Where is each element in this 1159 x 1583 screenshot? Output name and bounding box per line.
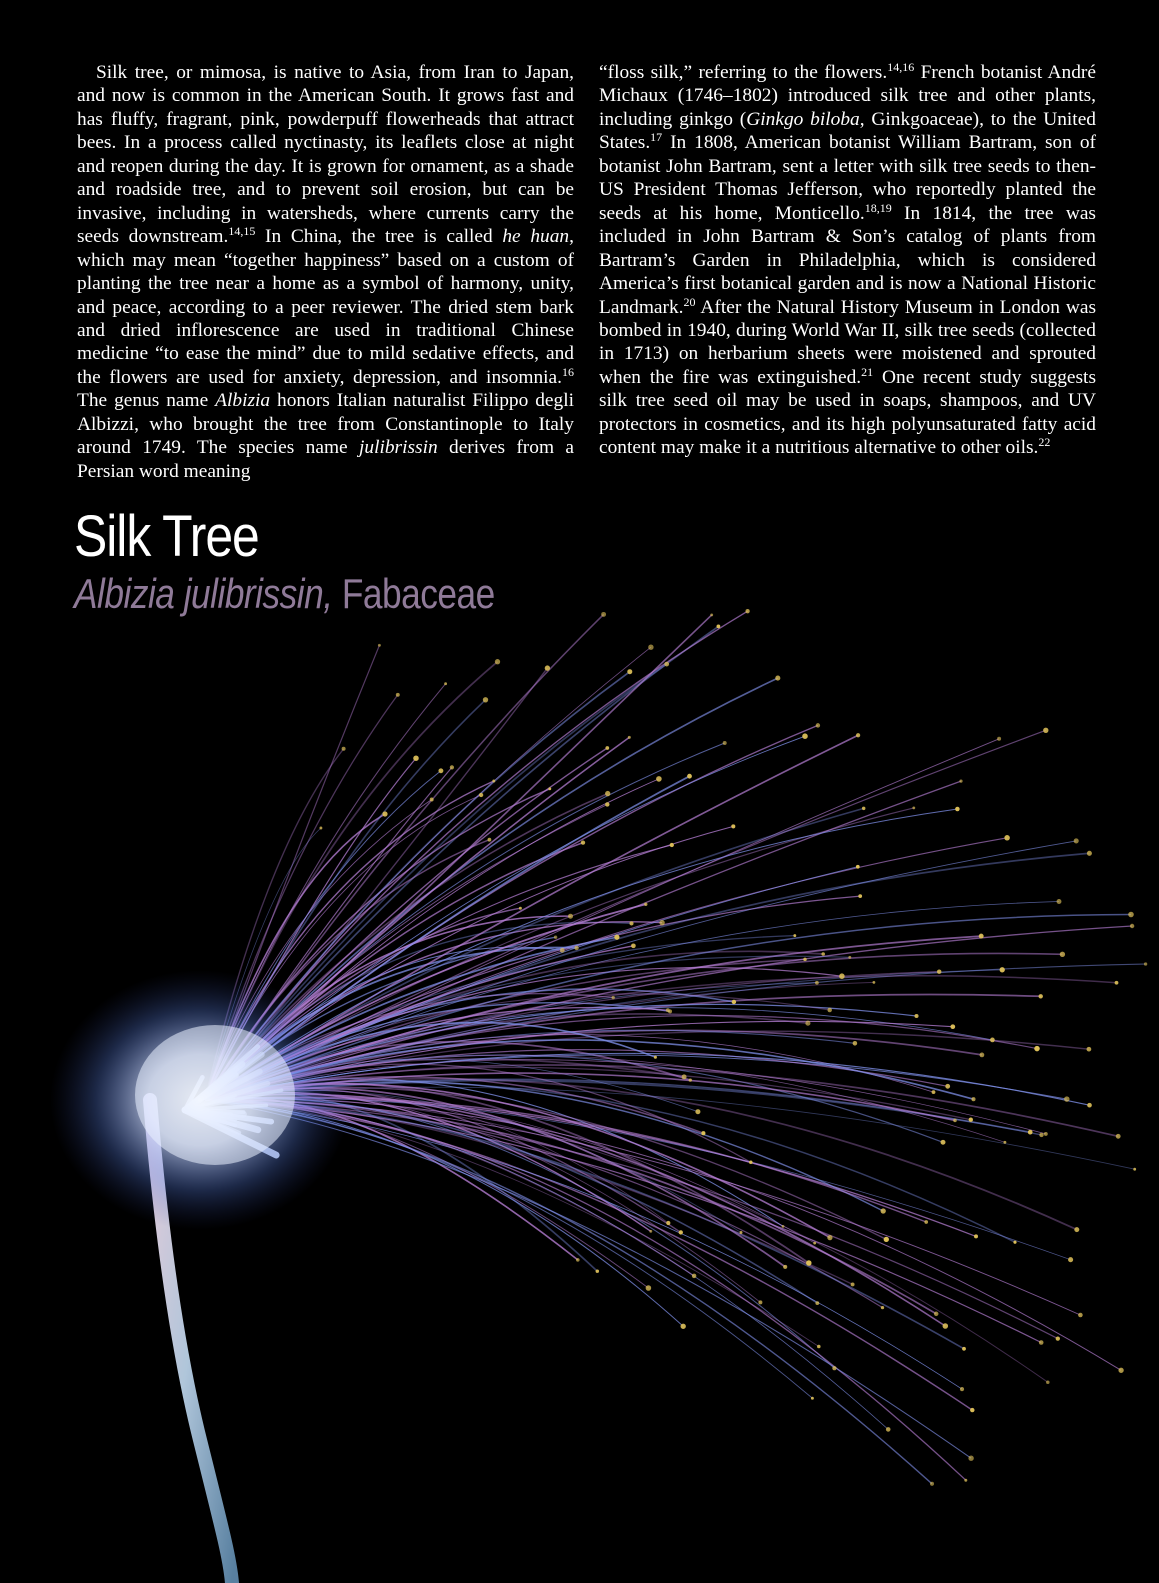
flower-anther <box>682 1074 687 1079</box>
flower-anther <box>1087 851 1092 856</box>
flower-anther <box>319 827 322 830</box>
flower-anther <box>1133 1168 1136 1171</box>
flower-anther <box>716 624 720 628</box>
flower-anther <box>1004 835 1010 841</box>
flower-anther <box>853 1041 858 1046</box>
flower-anther <box>413 755 419 761</box>
flower-anther <box>1044 1132 1048 1136</box>
flower-anther <box>934 1312 939 1317</box>
flower-anther <box>932 1090 936 1094</box>
flower-anther <box>548 787 551 790</box>
flower-anther <box>749 1161 753 1165</box>
flower-anther <box>444 682 447 685</box>
flower-anther <box>656 776 662 782</box>
flower-anther <box>960 1387 964 1391</box>
flower-anther <box>581 840 585 844</box>
flower-anther <box>806 1260 812 1266</box>
flower-anther <box>1064 1096 1070 1102</box>
flower-anther <box>980 1053 985 1058</box>
flower-anther <box>793 934 796 937</box>
flower-anther <box>605 802 609 806</box>
flower-anther <box>811 1397 814 1400</box>
flower-anther <box>1087 1103 1092 1108</box>
flower-anther <box>858 894 862 898</box>
flower-anther <box>1115 981 1119 985</box>
flower-anther <box>1003 1141 1006 1144</box>
flower-anther <box>1116 1134 1121 1139</box>
flower-anther <box>664 662 669 667</box>
flower-anther <box>701 1131 705 1135</box>
citation-superscript: 17 <box>650 130 663 145</box>
flower-anther <box>970 1408 974 1412</box>
flower-anther <box>627 669 632 674</box>
flower-anther <box>554 936 557 939</box>
flower-anther <box>605 791 610 796</box>
flower-anther <box>483 697 488 702</box>
flower-anther <box>601 612 606 617</box>
italic-term: julibrissin <box>358 437 438 459</box>
flower-anther <box>644 903 647 906</box>
flower-anther <box>816 723 820 727</box>
flower-anther <box>745 609 749 613</box>
flower-anther <box>648 645 653 650</box>
flower-anther <box>862 807 865 810</box>
flower-anther <box>1034 1046 1039 1051</box>
flower-anther <box>803 958 807 962</box>
flower-anther <box>968 1456 973 1461</box>
flower-anther <box>1039 1340 1044 1345</box>
flower-anther <box>971 1097 975 1101</box>
flower-anther <box>731 824 735 828</box>
flower-anther <box>758 1300 762 1304</box>
flower-anther <box>1013 1241 1016 1244</box>
flower-anther <box>1057 899 1062 904</box>
flower-anther <box>576 1258 580 1262</box>
flower-anther <box>605 746 609 750</box>
flower-anther <box>912 806 915 809</box>
flower-anther <box>945 1084 950 1089</box>
flower-anther <box>937 969 941 973</box>
flower-anther <box>614 935 619 940</box>
flower-anther <box>488 838 492 842</box>
flower-anther <box>479 793 483 797</box>
flower-anther <box>959 780 962 783</box>
flower-anther <box>782 1225 785 1228</box>
flower-anther <box>1039 1133 1043 1137</box>
flower-anther <box>495 659 500 664</box>
citation-superscript: 21 <box>861 364 874 379</box>
citation-superscript: 20 <box>683 294 696 309</box>
flower-anther <box>695 1109 700 1114</box>
flower-anther <box>1046 1380 1050 1384</box>
flower-anther <box>884 1237 889 1242</box>
flower-anther <box>396 693 400 697</box>
flower-anther <box>881 1208 886 1213</box>
flower-anther <box>666 1008 670 1012</box>
flower-anther <box>914 1014 918 1018</box>
flower-anther <box>1118 1368 1123 1373</box>
citation-superscript: 14,15 <box>228 224 256 239</box>
body-text-column-right: “floss silk,” referring to the flowers.$^{14,16}$ French botanist André Michaux (1746–1802) introduced silk tree and other plants, including ginkgo (Ginkgo biloba, Ginkgoaceae), to the United States.$^{17}$ In 1808, American botanist William Bartram, son of botanist John Bartram, sent a letter with silk tree seeds to then-US President Thomas Jefferson, who reportedly planted the seeds at his home, Monticello.$^{18,19}$ In 1814, the tree was included in John Bartram & Son’s catalog of plants from Bartram’s Garden in Philadelphia, which is considered America’s first botanical garden and is now a National Historic Landmark.$^{20}$ After the Natural History Museum in London was bombed in 1940, during World War II, silk tree seeds (collected in 1713) on herbarium sheets were moistened and sprouted when the fire was extinguished.$^{21}$ One recent study suggests silk tree seed oil may be used in soaps, shampoos, and UV protectors in cosmetics, and its high polyunsaturated fatty acid content may make it a nutritious alternative to other oils.$^{22}$ <box>599 60 1096 459</box>
citation-superscript: 22 <box>1038 435 1051 450</box>
flower-anther <box>670 843 674 847</box>
flower-anther <box>851 1282 855 1286</box>
flower-anther <box>953 1119 957 1123</box>
flower-anther <box>492 780 495 783</box>
flower-anther <box>689 1078 692 1081</box>
flower-anther <box>1130 924 1134 928</box>
flower-anther <box>681 1324 686 1329</box>
flower-anther <box>943 1323 949 1329</box>
flower-anther <box>574 946 578 950</box>
flower-anther <box>924 1220 928 1224</box>
flower-anther <box>886 1427 891 1432</box>
flower-anther <box>930 1482 934 1486</box>
flower-anther <box>832 1366 836 1370</box>
citation-superscript: 18,19 <box>864 200 892 215</box>
flower-core <box>50 970 350 1230</box>
flower-anther <box>1087 1047 1092 1052</box>
flower-anther <box>872 981 875 984</box>
flower-anther <box>1060 952 1065 957</box>
flower-anther <box>856 733 860 737</box>
page-title: Silk Tree <box>74 504 259 569</box>
flower-anther <box>1028 1130 1033 1135</box>
flower-anther <box>723 741 727 745</box>
genus-species: Albizia julibrissin, <box>74 570 333 617</box>
flower-anther <box>710 613 713 616</box>
italic-term: Ginkgo biloba <box>746 108 860 130</box>
flower-anther <box>519 907 522 910</box>
flower-anther <box>666 1221 670 1225</box>
flower-anther <box>1000 967 1005 972</box>
flower-anther <box>827 1235 832 1240</box>
flower-anther <box>802 733 808 739</box>
flower-anther <box>805 1021 810 1026</box>
flower-anther <box>848 956 851 959</box>
flower-anther <box>1144 962 1147 965</box>
flower-anther <box>692 1274 697 1279</box>
flower-anther <box>813 1242 816 1245</box>
flower-anther <box>1068 1257 1073 1262</box>
flower-anther <box>955 807 960 812</box>
flower-anther <box>1074 1227 1079 1232</box>
flower-anther <box>382 811 387 816</box>
flower-anther <box>783 1265 787 1269</box>
flower-anther <box>629 921 633 925</box>
flower-anther <box>568 914 573 919</box>
flower-anther <box>628 736 631 739</box>
flower-anther <box>560 948 565 953</box>
flower-anther <box>775 676 780 681</box>
italic-term: he huan <box>502 226 570 248</box>
flower-anther <box>342 747 346 751</box>
flower-anther <box>740 1231 743 1234</box>
flower-anther <box>856 865 860 869</box>
flower-anther <box>979 934 984 939</box>
flower-anther <box>612 996 615 999</box>
flower-anther <box>974 1234 978 1238</box>
flower-anther <box>827 1008 831 1012</box>
family-name: Fabaceae <box>341 570 495 617</box>
flower-anther <box>378 644 381 647</box>
flower-anther <box>430 798 434 802</box>
flower-anther <box>815 981 819 985</box>
citation-superscript: 16 <box>562 364 574 379</box>
flower-anther <box>997 737 1001 741</box>
silk-tree-flower-photo <box>0 580 1159 1583</box>
flower-anther <box>1056 1336 1060 1340</box>
flower-anther <box>1078 1313 1083 1318</box>
flower-anther <box>1074 838 1079 843</box>
flower-anther <box>450 765 454 769</box>
citation-superscript: 14,16 <box>887 60 915 74</box>
flower-anther <box>821 952 825 956</box>
flower-anther <box>732 1000 736 1004</box>
flower-anther <box>941 1140 946 1145</box>
flower-anther <box>817 1345 821 1349</box>
flower-anther <box>596 1269 599 1272</box>
flower-anther <box>962 1347 966 1351</box>
flower-anther <box>654 1056 657 1059</box>
flower-anther <box>839 973 845 979</box>
flower-anther <box>659 920 664 925</box>
flower-anther <box>990 1038 995 1043</box>
flower-anther <box>1128 912 1134 918</box>
body-text-column-left: Silk tree, or mimosa, is native to Asia, from Iran to Japan, and now is common in the American South. It grows fast and has fluffy, fragrant, pink, powderpuff flowerheads that attract bees. In a process called nyctinasty, its leaflets close at night and reopen during the day. It is grown for ornament, as a shade and roadside tree, and to prevent soil erosion, but can be invasive, including in watersheds, where currents carry the seeds downstream.$^{14,15}$ In China, the tree is called he huan, which may mean “together happiness” based on a custom of planting the tree near a home as a symbol of harmony, unity, and peace, according to a peer reviewer. The dried stem bark and dried inflorescence are used in traditional Chinese medicine “to ease the mind” due to mild sedative effects, and the flowers are used for anxiety, depression, and insomnia.$^{16}$ The genus name Albizia honors Italian naturalist Filippo degli Albizzi, who brought the tree from Constantinople to Italy around 1749. The species name julibrissin derives from a Persian word meaning <box>77 62 575 482</box>
flower-anther <box>545 665 550 670</box>
flower-anther <box>646 1285 652 1291</box>
flower-anther <box>969 1118 973 1122</box>
flower-anther <box>950 1024 955 1029</box>
anthers-layer <box>319 609 1147 1486</box>
flower-anther <box>438 768 443 773</box>
flower-anther <box>679 1230 683 1234</box>
flower-anther <box>649 1230 652 1233</box>
italic-term: Albizia <box>215 390 271 412</box>
flower-anther <box>881 1306 884 1309</box>
flower-anther <box>964 1479 967 1482</box>
flower-anther <box>815 1301 819 1305</box>
flower-anther <box>631 943 636 948</box>
flower-anther <box>1043 728 1048 733</box>
flower-anther <box>1038 994 1042 998</box>
flower-anther <box>687 774 692 779</box>
